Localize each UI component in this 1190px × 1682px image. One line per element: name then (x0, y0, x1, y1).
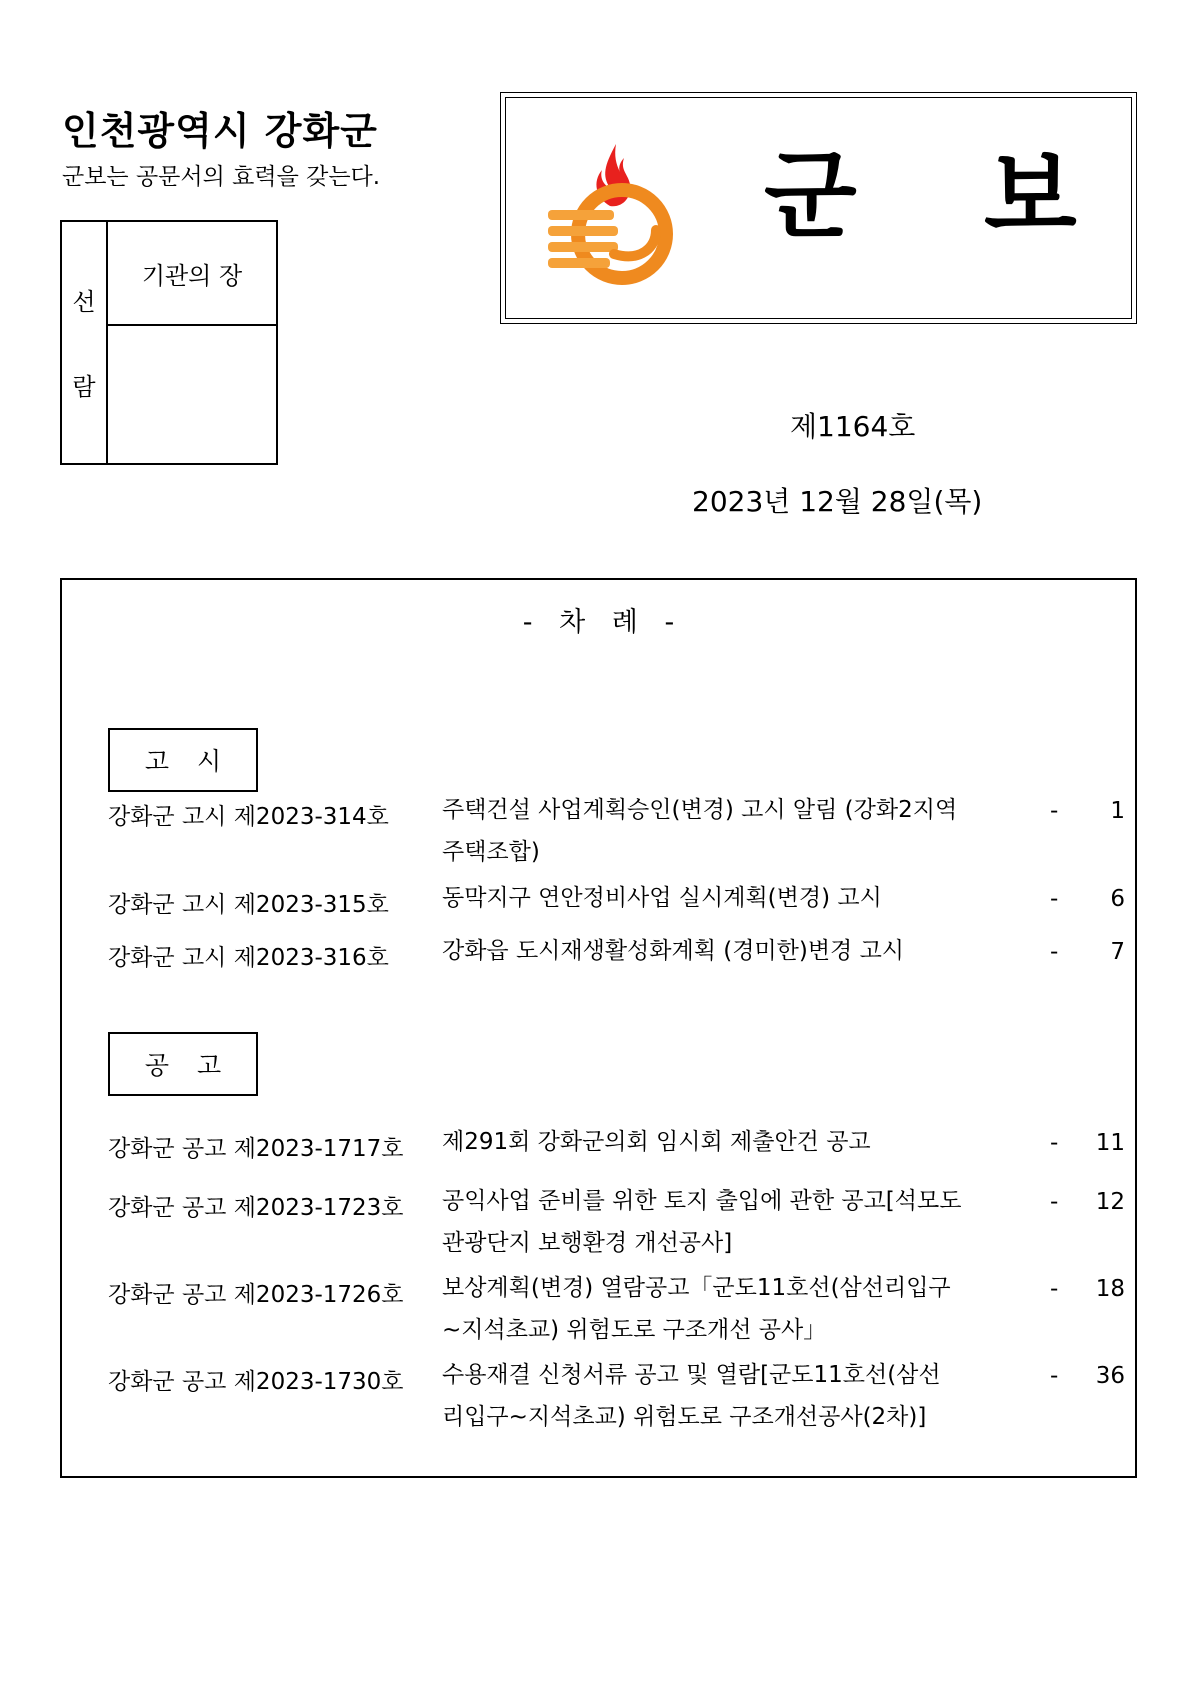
entry-page: 1 (1110, 798, 1125, 824)
entry-page: 6 (1110, 886, 1125, 912)
entry-dash: - (1050, 1130, 1059, 1156)
section-label-notice: 고 시 (108, 728, 258, 792)
entry-dash: - (1050, 798, 1059, 824)
entry-dash: - (1050, 886, 1059, 912)
entry-title: 보상계획(변경) 열람공고「군도11호선(삼선리입구~지석초교) 위험도로 구조개선 공사」 (442, 1275, 951, 1343)
review-stamp-box (60, 220, 278, 465)
entry-code: 강화군 공고 제2023-1726호 (108, 1282, 404, 1308)
entry-title: 동막지구 연안정비사업 실시계획(변경) 고시 (442, 885, 882, 911)
review-head-label: 기관의 장 (108, 222, 276, 326)
gazette-motto: 군보는 공문서의 효력을 갖는다. (62, 164, 381, 190)
publisher-name: 인천광역시 강화군 (62, 109, 378, 153)
entry-code: 강화군 공고 제2023-1723호 (108, 1195, 404, 1221)
gazette-title-char-2: 보 (984, 140, 1077, 252)
entry-code: 강화군 공고 제2023-1717호 (108, 1136, 404, 1162)
entry-title: 제291회 강화군의회 임시회 제출안건 공고 (442, 1129, 871, 1155)
entry-page: 7 (1110, 939, 1125, 965)
review-side-label (62, 222, 108, 463)
entry-dash: - (1050, 1363, 1059, 1389)
entry-code: 강화군 고시 제2023-315호 (108, 892, 389, 918)
entry-page: 12 (1095, 1189, 1125, 1215)
table-of-contents (60, 578, 1137, 1478)
issue-date: 2023년 12월 28일(목) (692, 485, 983, 518)
review-side-char-2: 람 (72, 373, 96, 401)
gazette-banner (500, 92, 1137, 324)
review-side-char-1: 선 (72, 288, 96, 316)
county-emblem-icon (544, 136, 684, 286)
entry-title: 공익사업 준비를 위한 토지 출입에 관한 공고[석모도 관광단지 보행환경 개선공사] (442, 1188, 962, 1256)
entry-page: 11 (1095, 1130, 1125, 1156)
entry-page: 36 (1095, 1363, 1125, 1389)
issue-number: 제1164호 (790, 410, 916, 443)
entry-page: 18 (1095, 1276, 1125, 1302)
entry-code: 강화군 고시 제2023-316호 (108, 945, 389, 971)
entry-code: 강화군 공고 제2023-1730호 (108, 1369, 404, 1395)
entry-code: 강화군 고시 제2023-314호 (108, 804, 389, 830)
entry-title: 수용재결 신청서류 공고 및 열람[군도11호선(삼선리입구~지석초교) 위험도로 구조개선공사(2차)] (442, 1362, 941, 1430)
entry-dash: - (1050, 1189, 1059, 1215)
entry-dash: - (1050, 939, 1059, 965)
gazette-title-char-1: 군 (764, 140, 857, 252)
toc-title: - 차 례 - (522, 607, 675, 638)
entry-title: 강화읍 도시재생활성화계획 (경미한)변경 고시 (442, 938, 905, 964)
section-label-announcement: 공 고 (108, 1032, 258, 1096)
entry-dash: - (1050, 1276, 1059, 1302)
entry-title: 주택건설 사업계획승인(변경) 고시 알림 (강화2지역주택조합) (442, 797, 958, 865)
